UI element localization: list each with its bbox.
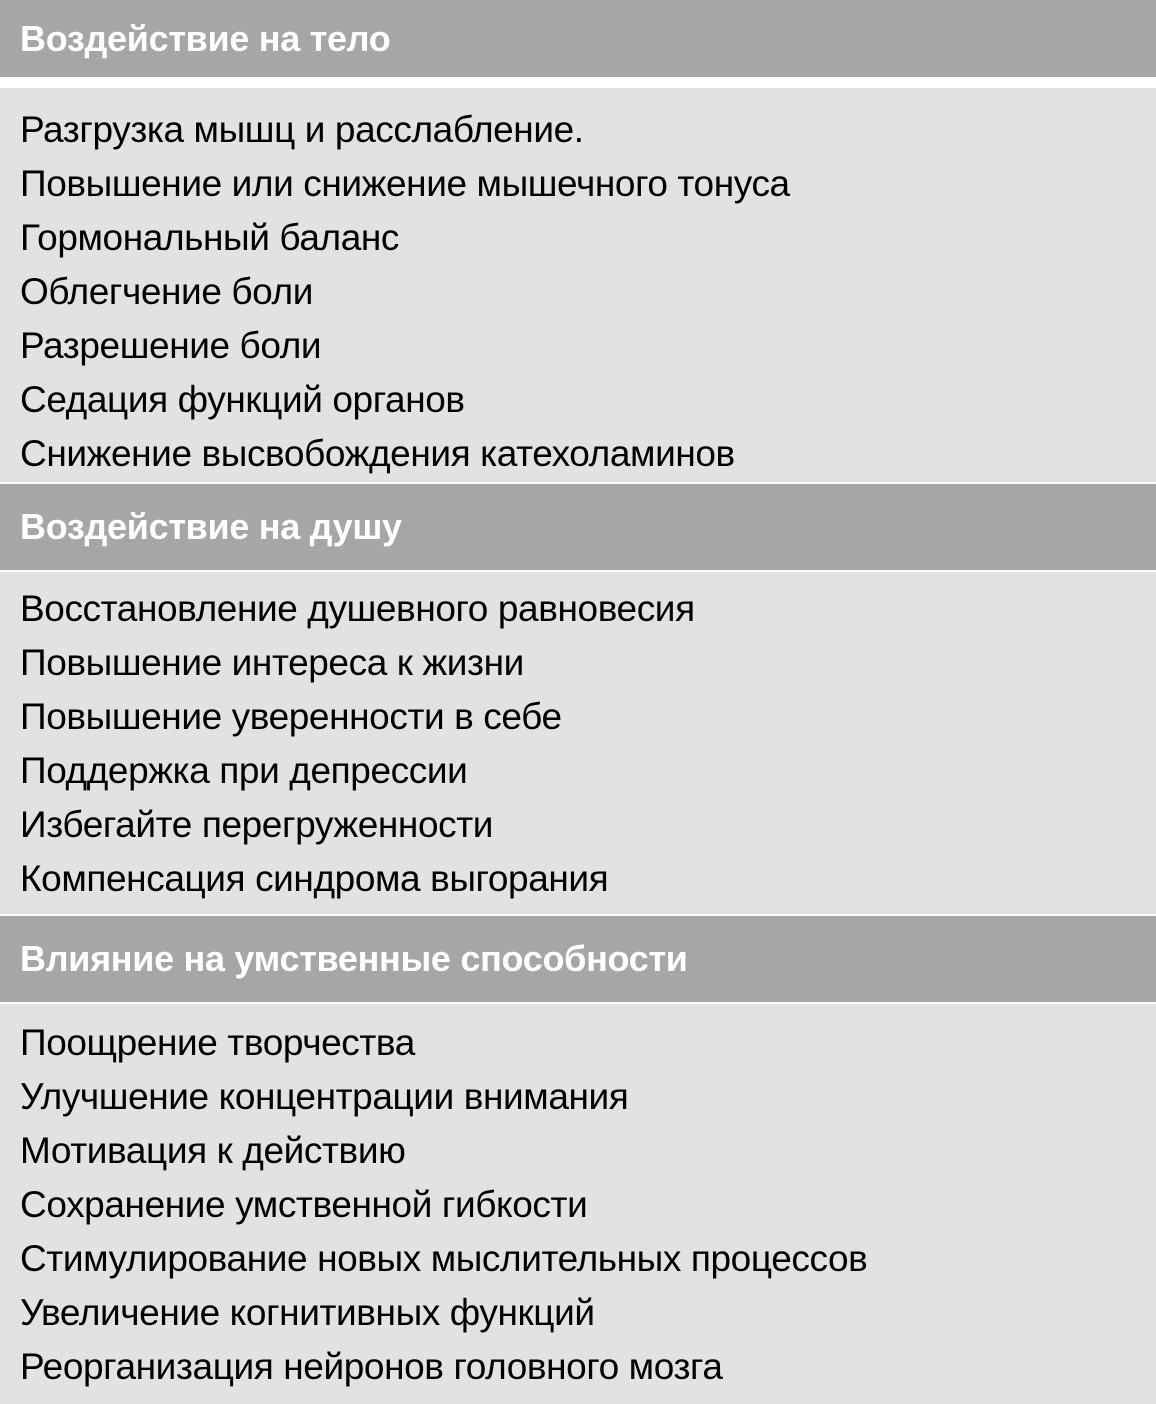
list-item: Седация функций органов [20,379,465,420]
list-item: Реорганизация нейронов головного мозга [20,1346,723,1387]
list-item: Повышение интереса к жизни [20,642,524,683]
section-list-body [0,88,1156,482]
section-title: Влияние на умственные способности [20,938,688,979]
section-title: Воздействие на душу [20,506,402,547]
list-item: Компенсация синдрома выгорания [20,858,609,899]
section-header-soul [0,484,1156,570]
list-item: Разгрузка мышц и расслабление. [20,109,584,150]
section-list-mind [0,1004,1156,1404]
list-item: Повышение или снижение мышечного тонуса [20,163,790,204]
list-item: Повышение уверенности в себе [20,696,562,737]
list-item: Разрешение боли [20,325,322,366]
list-item: Восстановление душевного равновесия [20,588,695,629]
section-title: Воздействие на тело [20,17,391,59]
section-header-mind [0,916,1156,1002]
list-item: Поддержка при депрессии [20,750,468,791]
list-item: Снижение высвобождения катехоламинов [20,433,735,474]
list-item: Мотивация к действию [20,1130,406,1171]
list-item: Сохранение умственной гибкости [20,1184,588,1225]
list-item: Облегчение боли [20,271,313,312]
list-item: Поощрение творчества [20,1022,415,1063]
list-item: Стимулирование новых мыслительных процессов [20,1238,868,1279]
list-item: Избегайте перегруженности [20,804,494,845]
section-header-body [0,0,1156,77]
list-item: Улучшение концентрации внимания [20,1076,629,1117]
section-list-soul [0,572,1156,914]
list-item: Увеличение когнитивных функций [20,1292,595,1333]
list-item: Гормональный баланс [20,217,400,258]
